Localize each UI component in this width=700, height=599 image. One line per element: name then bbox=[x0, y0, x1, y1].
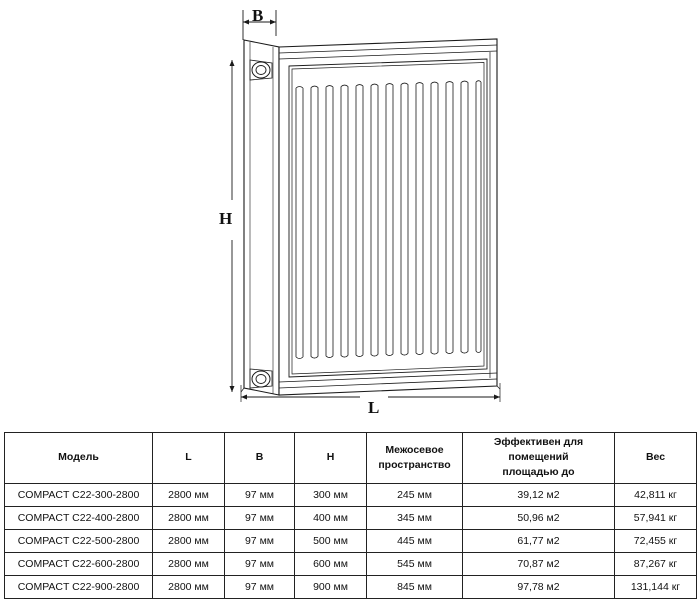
cell-height: 600 мм bbox=[295, 552, 367, 575]
cell-axial-spacing: 445 мм bbox=[367, 529, 463, 552]
cell-depth: 97 мм bbox=[225, 552, 295, 575]
dimension-label-length: L bbox=[368, 398, 380, 417]
cell-height: 500 мм bbox=[295, 529, 367, 552]
table-row bbox=[5, 529, 697, 552]
cell-length: 2800 мм bbox=[153, 575, 225, 598]
header-effective-area bbox=[463, 433, 615, 484]
header-depth: B bbox=[225, 433, 295, 484]
cell-axial-spacing: 245 мм bbox=[367, 483, 463, 506]
table-header-row bbox=[5, 433, 697, 484]
header-effective-area-line2: площадью до bbox=[502, 466, 575, 479]
header-axial-spacing bbox=[367, 433, 463, 484]
header-axial-spacing-line2: пространство bbox=[378, 458, 451, 471]
header-height: H bbox=[295, 433, 367, 484]
spec-table bbox=[4, 432, 697, 599]
cell-effective-area: 39,12 м2 bbox=[463, 483, 615, 506]
table-row bbox=[5, 552, 697, 575]
cell-weight: 72,455 кг bbox=[615, 529, 697, 552]
header-weight: Вес bbox=[615, 433, 697, 484]
cell-depth: 97 мм bbox=[225, 529, 295, 552]
cell-effective-area: 61,77 м2 bbox=[463, 529, 615, 552]
cell-weight: 57,941 кг bbox=[615, 506, 697, 529]
header-effective-area-line1: Эффективен для помещений bbox=[493, 436, 584, 464]
cell-length: 2800 мм bbox=[153, 483, 225, 506]
cell-depth: 97 мм bbox=[225, 506, 295, 529]
cell-effective-area: 97,78 м2 bbox=[463, 575, 615, 598]
table-row bbox=[5, 575, 697, 598]
cell-model: COMPACT C22-300-2800 bbox=[5, 483, 153, 506]
cell-length: 2800 мм bbox=[153, 552, 225, 575]
cell-effective-area: 70,87 м2 bbox=[463, 552, 615, 575]
cell-height: 300 мм bbox=[295, 483, 367, 506]
header-model: Модель bbox=[5, 433, 153, 484]
table-row bbox=[5, 506, 697, 529]
cell-length: 2800 мм bbox=[153, 506, 225, 529]
header-axial-spacing-line1: Межосевое bbox=[385, 443, 444, 456]
cell-length: 2800 мм bbox=[153, 529, 225, 552]
cell-depth: 97 мм bbox=[225, 575, 295, 598]
cell-weight: 131,144 кг bbox=[615, 575, 697, 598]
cell-axial-spacing: 845 мм bbox=[367, 575, 463, 598]
cell-effective-area: 50,96 м2 bbox=[463, 506, 615, 529]
cell-model: COMPACT C22-400-2800 bbox=[5, 506, 153, 529]
cell-model: COMPACT C22-500-2800 bbox=[5, 529, 153, 552]
cell-height: 400 мм bbox=[295, 506, 367, 529]
table-row bbox=[5, 483, 697, 506]
cell-model: COMPACT C22-600-2800 bbox=[5, 552, 153, 575]
spec-table-head bbox=[5, 433, 697, 484]
header-length: L bbox=[153, 433, 225, 484]
cell-height: 900 мм bbox=[295, 575, 367, 598]
cell-weight: 42,811 кг bbox=[615, 483, 697, 506]
cell-depth: 97 мм bbox=[225, 483, 295, 506]
spec-table-body bbox=[5, 483, 697, 598]
cell-axial-spacing: 545 мм bbox=[367, 552, 463, 575]
dimension-label-depth: B bbox=[252, 6, 264, 25]
spec-table-container bbox=[4, 432, 696, 599]
cell-weight: 87,267 кг bbox=[615, 552, 697, 575]
dimension-label-height: H bbox=[219, 209, 233, 228]
cell-model: COMPACT C22-900-2800 bbox=[5, 575, 153, 598]
cell-axial-spacing: 345 мм bbox=[367, 506, 463, 529]
